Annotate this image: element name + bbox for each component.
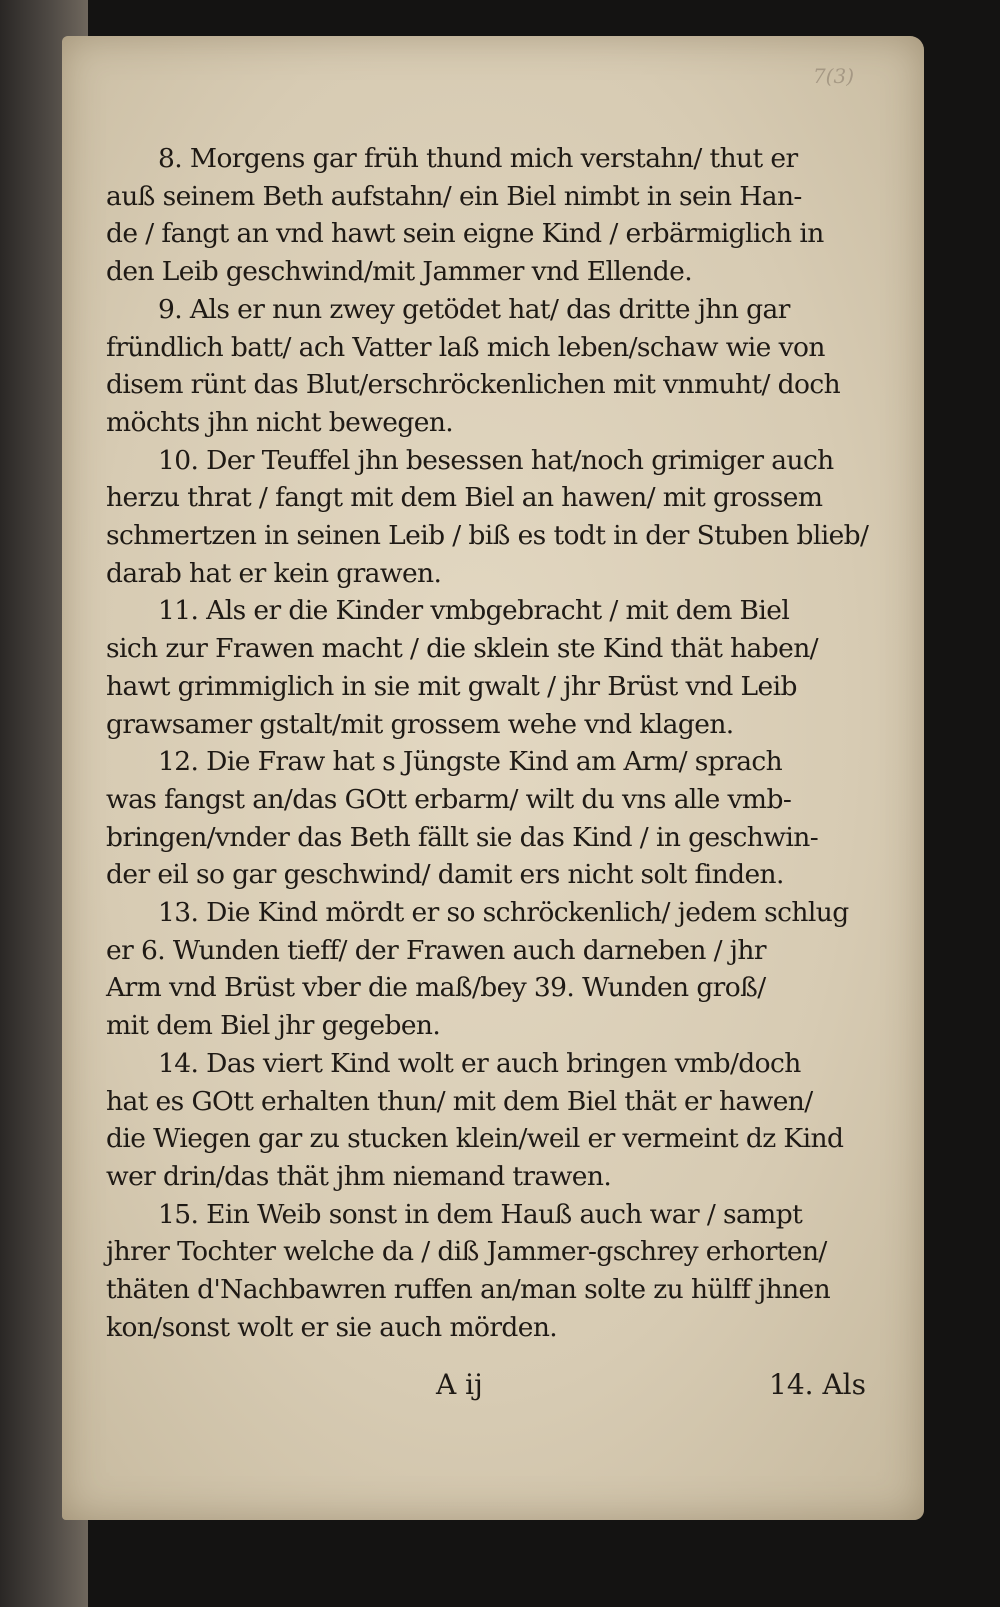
- stanza-12: [106, 743, 866, 894]
- stanza-line: bringen/vnder das Beth fällt sie das Kind / in geschwin-: [106, 821, 819, 853]
- book-page: [62, 36, 924, 1520]
- song-text: [106, 140, 869, 1347]
- stanza-line: schmertzen in seinen Leib / biß es todt in der Stuben blieb/: [106, 520, 869, 552]
- stanza-line: 14. Das viert Kind wolt er auch bringen vmb/doch: [158, 1047, 801, 1079]
- stanza-line: die Wiegen gar zu stucken klein/weil er vermeint dz Kind: [106, 1123, 844, 1155]
- stanza-line: hat es GOtt erhalten thun/ mit dem Biel thät er hawen/: [106, 1085, 813, 1117]
- stanza-line: 8. Morgens gar früh thund mich verstahn/ thut er: [158, 143, 798, 174]
- stanza-line: den Leib geschwind/mit Jammer vnd Ellende.: [106, 256, 693, 288]
- stanza-line: grawsamer gstalt/mit grossem wehe vnd klagen.: [106, 708, 734, 740]
- stanza-line: hawt grimmiglich in sie mit gwalt / jhr Brüst vnd Leib: [106, 670, 797, 702]
- stanza-line: sich zur Frawen macht / die sklein ste Kind thät haben/: [106, 633, 819, 665]
- stanza-line: 12. Die Fraw hat s Jüngste Kind am Arm/ sprach: [158, 746, 783, 778]
- stanza-line: auß seinem Beth aufstahn/ ein Biel nimbt in sein Han-: [106, 180, 802, 212]
- stanza-11: [106, 592, 866, 743]
- stanza-line: jhrer Tochter welche da / diß Jammer-gschrey erhorten/: [106, 1236, 827, 1268]
- stanza-line: er 6. Wunden tieff/ der Frawen auch darneben / jhr: [106, 934, 766, 966]
- stanza-line: herzu thrat / fangt mit dem Biel an hawen/ mit grossem: [106, 482, 823, 514]
- stanza-line: 11. Als er die Kinder vmbgebracht / mit dem Biel: [158, 595, 790, 627]
- stanza-line: de / fangt an vnd hawt sein eigne Kind / erbärmiglich in: [106, 218, 824, 250]
- stanza-line: thäten d'Nachbawren ruffen an/man solte zu hülff jhnen: [106, 1274, 831, 1306]
- stanza-line: 13. Die Kind mördt er so schröckenlich/ jedem schlug: [158, 897, 849, 929]
- stanza-14: [106, 1045, 866, 1196]
- stanza-line: 15. Ein Weib sonst in dem Hauß auch war / sampt: [158, 1198, 803, 1230]
- stanza-line: was fangst an/das GOtt erbarm/ wilt du vns alle vmb-: [106, 783, 792, 815]
- stanza-line: der eil so gar geschwind/ damit ers nicht solt finden.: [106, 859, 784, 891]
- stanza-15: [106, 1196, 866, 1347]
- catchword: 14. Als: [769, 1368, 866, 1401]
- stanza-line: kon/sonst wolt er sie auch mörden.: [106, 1311, 558, 1343]
- page-footer: [106, 1368, 866, 1408]
- stanza-line: fründlich batt/ ach Vatter laß mich leben/schaw wie von: [106, 331, 825, 363]
- stanza-line: disem rünt das Blut/erschröckenlichen mit vnmuht/ doch: [106, 369, 841, 401]
- folio-mark: 7(3): [812, 64, 854, 88]
- stanza-line: 9. Als er nun zwey getödet hat/ das dritte jhn gar: [158, 293, 790, 325]
- stanza-line: mit dem Biel jhr gegeben.: [106, 1010, 441, 1042]
- stanza-line: möchts jhn nicht bewegen.: [106, 406, 454, 438]
- stanza-line: wer drin/das thät jhm niemand trawen.: [106, 1160, 612, 1192]
- stanza-9: [106, 291, 866, 442]
- signature-mark: A ij: [436, 1368, 483, 1401]
- stanza-13: [106, 894, 866, 1045]
- stanza-line: darab hat er kein grawen.: [106, 557, 442, 589]
- stanza-10: [106, 442, 869, 593]
- stanza-line: 10. Der Teuffel jhn besessen hat/noch grimiger auch: [158, 444, 834, 476]
- stanza-8: [106, 140, 866, 291]
- stanza-line: Arm vnd Brüst vber die maß/bey 39. Wunden groß/: [106, 972, 766, 1004]
